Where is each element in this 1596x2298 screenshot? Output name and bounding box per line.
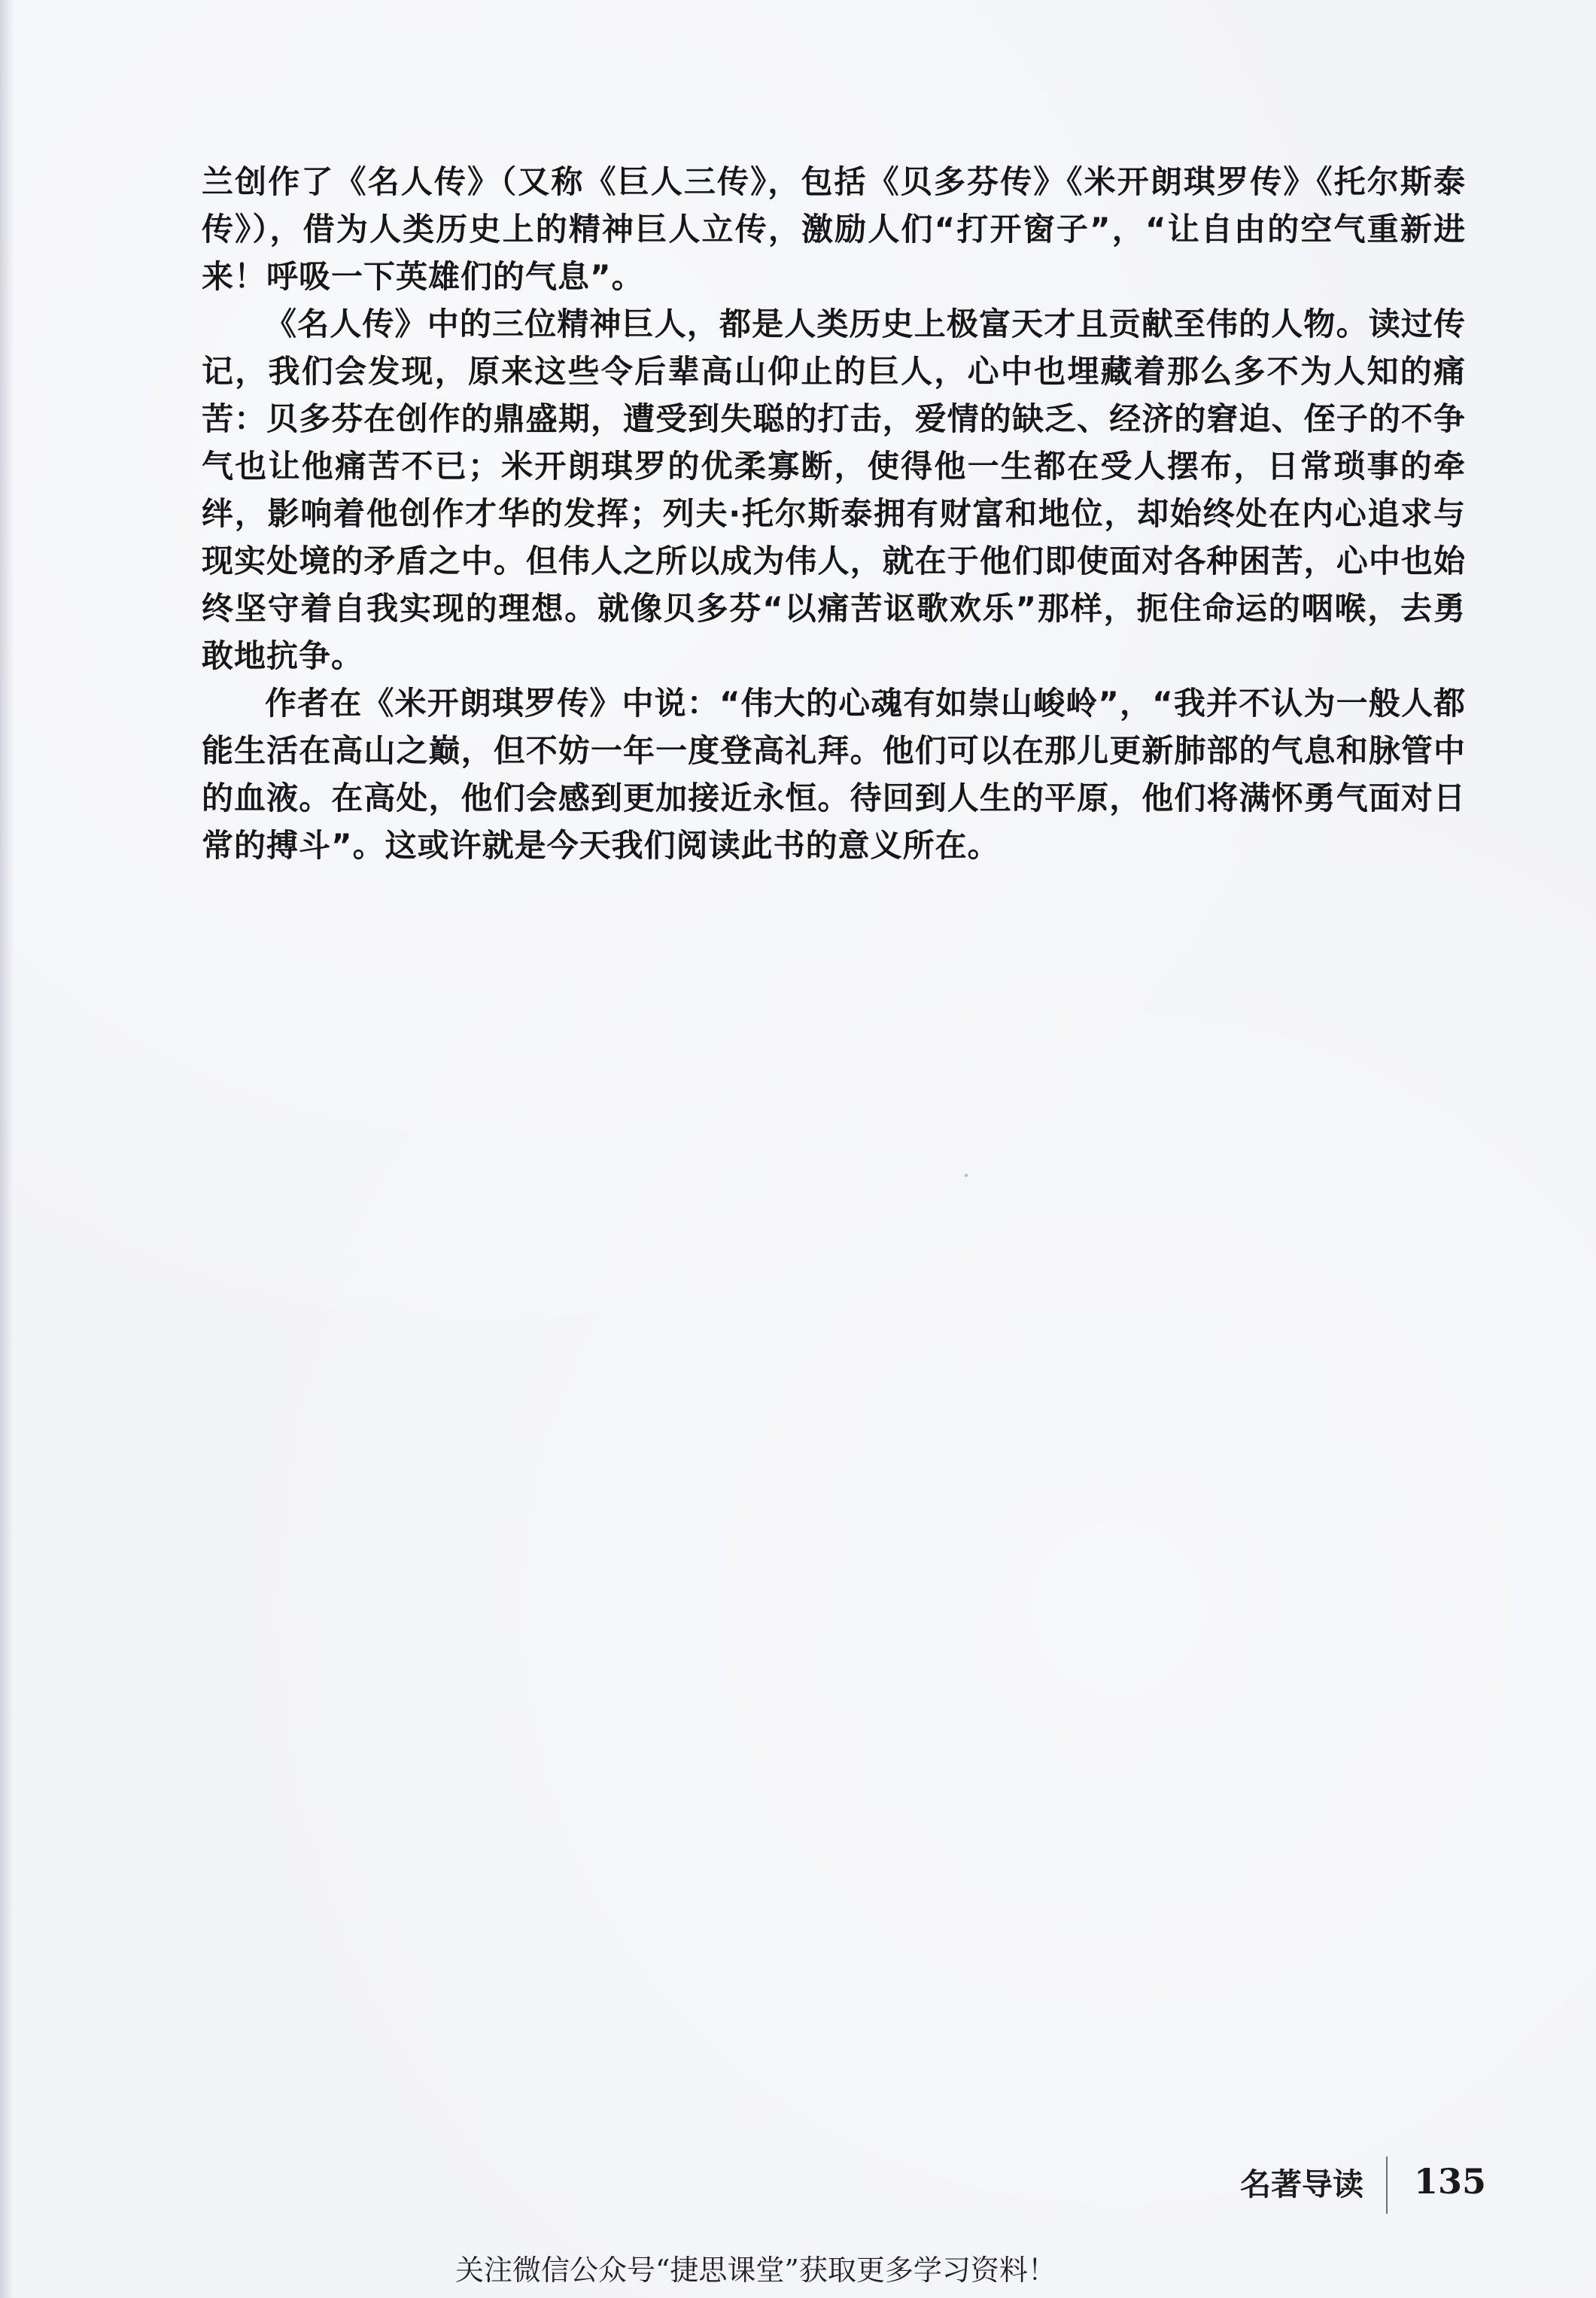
paragraph-meaning: 作者在《米开朗琪罗传》中说：“伟大的心魂有如崇山峻岭”，“我并不认为一般人都能生活在高山之巅，但不妨一年一度登高礼拜。他们可以在那儿更新肺部的气息和脉管中的血液。在高处，他们会感到更加接近永恒。待回到人生的平原，他们将满怀勇气面对日常的搏斗”。这或许就是今天我们阅读此书的意义所在。 [202, 685, 1467, 864]
scan-speck [965, 1174, 968, 1177]
watermark-text: 关注微信公众号“捷思课堂”获取更多学习资料！ [455, 2254, 1056, 2287]
main-text [202, 158, 1466, 869]
footer-divider [1386, 2157, 1388, 2214]
page-edge-shadow [0, 0, 14, 2298]
paragraph-continuation: 兰创作了《名人传》（又称《巨人三传》，包括《贝多芬传》《米开朗琪罗传》《托尔斯泰传》），借为人类历史上的精神巨人立传，激励人们“打开窗子”，“让自由的空气重新进来！呼吸一下英雄们的气息”。 [202, 163, 1466, 295]
paragraph-heroes: 《名人传》中的三位精神巨人，都是人类历史上极富天才且贡献至伟的人物。读过传记，我们会发现，原来这些令后辈高山仰止的巨人，心中也埋藏着那么多不为人知的痛苦：贝多芬在创作的鼎盛期，遭受到失聪的打击，爱情的缺乏、经济的窘迫、侄子的不争气也让他痛苦不已；米开朗琪罗的优柔寡断，使得他一生都在受人摆布，日常琐事的牵绊，影响着他创作才华的发挥；列夫·托尔斯泰拥有财富和地位，却始终处在内心追求与现实处境的矛盾之中。但伟人之所以成为伟人，就在于他们即使面对各种困苦，心中也始终坚守着自我实现的理想。就像贝多芬“以痛苦讴歌欢乐”那样，扼住命运的咽喉，去勇敢地抗争。 [202, 305, 1466, 674]
page-number: 135 [1414, 2161, 1487, 2202]
footer-section-label: 名著导读 [1240, 2166, 1363, 2202]
